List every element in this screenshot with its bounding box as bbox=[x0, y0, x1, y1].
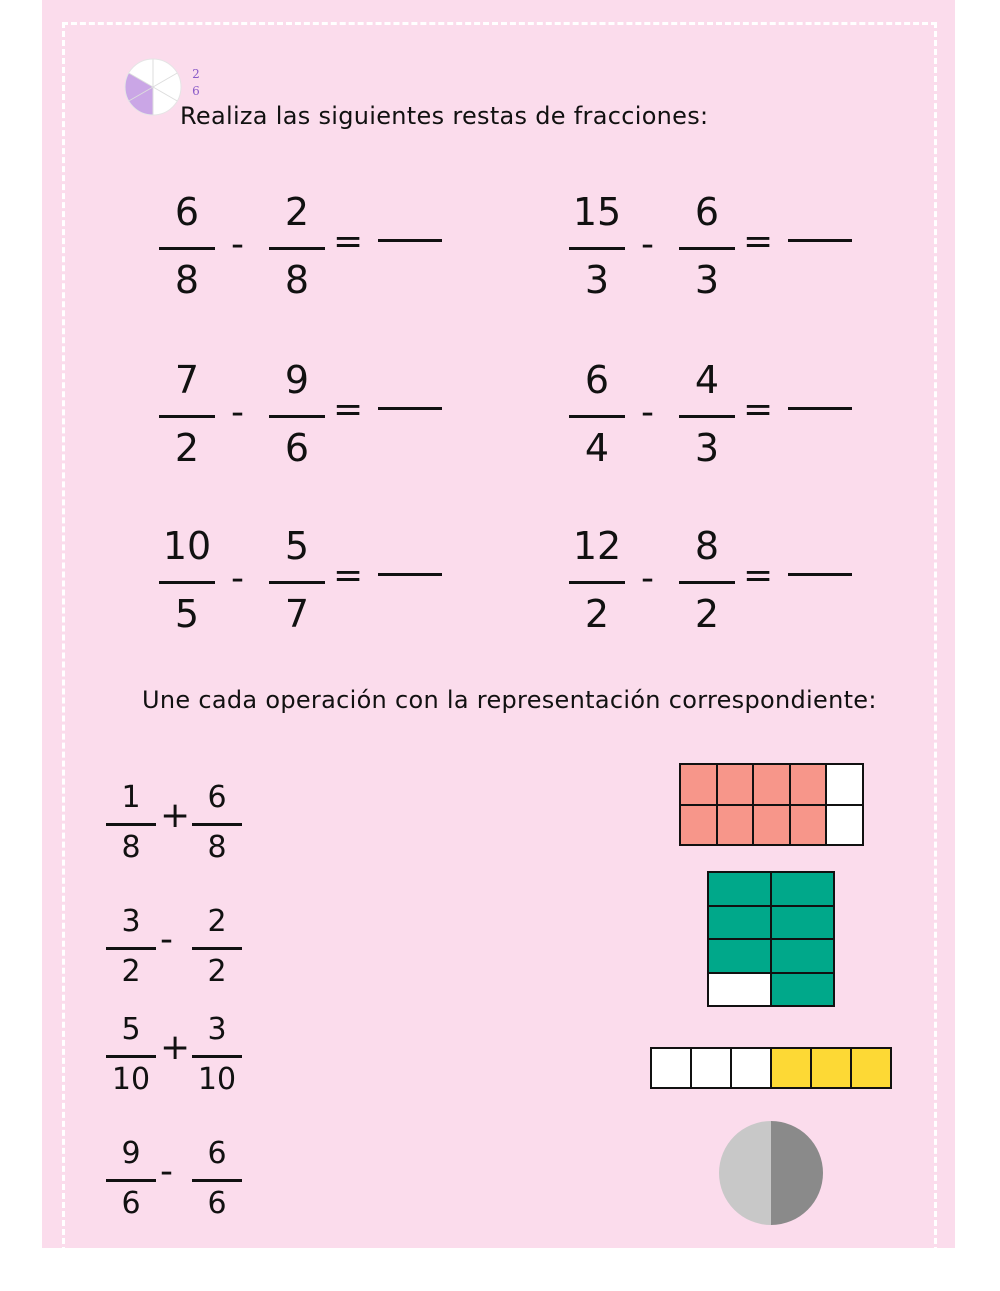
operation-item[interactable] bbox=[106, 1136, 246, 1266]
empty-half bbox=[719, 1121, 771, 1225]
fraction-bar bbox=[569, 247, 625, 250]
numerator: 8 bbox=[694, 524, 720, 568]
yellow-strip[interactable] bbox=[650, 1047, 892, 1089]
numerator: 5 bbox=[284, 524, 310, 568]
numerator: 9 bbox=[121, 1136, 141, 1171]
operation-item[interactable] bbox=[106, 1012, 246, 1142]
subtraction-exercise bbox=[569, 524, 869, 654]
fraction-bar bbox=[569, 581, 625, 584]
filled-cell bbox=[772, 873, 833, 905]
empty-cell bbox=[732, 1049, 770, 1087]
logo-denominator: 6 bbox=[192, 84, 200, 98]
answer-blank[interactable] bbox=[378, 407, 442, 410]
fraction-bar bbox=[569, 415, 625, 418]
fraction-bar bbox=[679, 415, 735, 418]
answer-blank[interactable] bbox=[788, 407, 852, 410]
equals-sign: = bbox=[743, 221, 774, 262]
equals-sign: = bbox=[743, 555, 774, 596]
answer-blank[interactable] bbox=[788, 239, 852, 242]
equals-sign: = bbox=[333, 555, 364, 596]
salmon-grid[interactable] bbox=[679, 763, 864, 846]
operation-item[interactable] bbox=[106, 780, 246, 910]
fraction-bar bbox=[679, 581, 735, 584]
equals-sign: = bbox=[743, 389, 774, 430]
minus-sign: - bbox=[160, 1151, 173, 1192]
filled-cell bbox=[754, 765, 789, 804]
subtraction-exercise bbox=[569, 190, 869, 320]
numerator: 6 bbox=[174, 190, 200, 234]
filled-cell bbox=[791, 765, 826, 804]
numerator: 6 bbox=[694, 190, 720, 234]
plus-sign: + bbox=[160, 1027, 191, 1068]
filled-cell bbox=[709, 907, 770, 939]
denominator: 7 bbox=[284, 592, 310, 636]
filled-cell bbox=[812, 1049, 850, 1087]
denominator: 8 bbox=[284, 258, 310, 302]
filled-cell bbox=[681, 765, 716, 804]
fraction-bar bbox=[159, 247, 215, 250]
empty-cell bbox=[652, 1049, 690, 1087]
numerator: 10 bbox=[162, 524, 212, 568]
denominator: 2 bbox=[584, 592, 610, 636]
denominator: 3 bbox=[694, 258, 720, 302]
fraction-bar bbox=[192, 1055, 242, 1058]
filled-half bbox=[771, 1121, 823, 1225]
fraction-bar bbox=[106, 1179, 156, 1182]
denominator: 2 bbox=[174, 426, 200, 470]
denominator: 2 bbox=[694, 592, 720, 636]
empty-cell bbox=[827, 806, 862, 845]
fraction-bar bbox=[192, 947, 242, 950]
plus-sign: + bbox=[160, 795, 191, 836]
numerator: 6 bbox=[207, 1136, 227, 1171]
filled-cell bbox=[852, 1049, 890, 1087]
fraction-bar bbox=[106, 1055, 156, 1058]
subtraction-exercise bbox=[159, 190, 459, 320]
filled-cell bbox=[754, 806, 789, 845]
denominator: 10 bbox=[197, 1062, 237, 1097]
denominator: 6 bbox=[207, 1186, 227, 1221]
minus-sign: - bbox=[231, 224, 244, 265]
section-title-matching: Une cada operación con la representación correspondiente: bbox=[142, 686, 877, 714]
filled-cell bbox=[709, 873, 770, 905]
denominator: 3 bbox=[584, 258, 610, 302]
filled-cell bbox=[772, 1049, 810, 1087]
numerator: 12 bbox=[572, 524, 622, 568]
numerator: 3 bbox=[121, 904, 141, 939]
denominator: 6 bbox=[121, 1186, 141, 1221]
numerator: 5 bbox=[121, 1012, 141, 1047]
numerator: 6 bbox=[584, 358, 610, 402]
numerator: 2 bbox=[207, 904, 227, 939]
denominator: 8 bbox=[121, 830, 141, 865]
subtraction-exercise bbox=[159, 358, 459, 488]
numerator: 1 bbox=[121, 780, 141, 815]
filled-cell bbox=[681, 806, 716, 845]
fraction-bar bbox=[192, 1179, 242, 1182]
gray-circle[interactable] bbox=[718, 1120, 824, 1226]
fraction-bar bbox=[269, 581, 325, 584]
denominator: 3 bbox=[694, 426, 720, 470]
minus-sign: - bbox=[641, 558, 654, 599]
denominator: 8 bbox=[207, 830, 227, 865]
filled-cell bbox=[718, 765, 753, 804]
fraction-bar bbox=[106, 823, 156, 826]
filled-cell bbox=[772, 940, 833, 972]
filled-cell bbox=[772, 907, 833, 939]
denominator: 8 bbox=[174, 258, 200, 302]
minus-sign: - bbox=[231, 392, 244, 433]
fraction-bar bbox=[269, 247, 325, 250]
denominator: 10 bbox=[111, 1062, 151, 1097]
fraction-bar bbox=[159, 581, 215, 584]
filled-cell bbox=[709, 940, 770, 972]
denominator: 4 bbox=[584, 426, 610, 470]
fraction-bar bbox=[159, 415, 215, 418]
logo-fraction bbox=[190, 66, 202, 100]
filled-cell bbox=[791, 806, 826, 845]
minus-sign: - bbox=[641, 392, 654, 433]
subtraction-exercise bbox=[569, 358, 869, 488]
denominator: 2 bbox=[121, 954, 141, 989]
subtraction-exercise bbox=[159, 524, 459, 654]
numerator: 6 bbox=[207, 780, 227, 815]
numerator: 4 bbox=[694, 358, 720, 402]
fraction-bar bbox=[679, 247, 735, 250]
answer-blank[interactable] bbox=[378, 573, 442, 576]
fraction-pie-icon bbox=[124, 58, 182, 116]
empty-cell bbox=[692, 1049, 730, 1087]
numerator: 2 bbox=[284, 190, 310, 234]
minus-sign: - bbox=[160, 919, 173, 960]
denominator: 2 bbox=[207, 954, 227, 989]
fraction-bar bbox=[269, 415, 325, 418]
empty-cell bbox=[827, 765, 862, 804]
answer-blank[interactable] bbox=[788, 573, 852, 576]
numerator: 7 bbox=[174, 358, 200, 402]
numerator: 15 bbox=[572, 190, 622, 234]
numerator: 3 bbox=[207, 1012, 227, 1047]
filled-cell bbox=[718, 806, 753, 845]
fraction-bar bbox=[192, 823, 242, 826]
answer-blank[interactable] bbox=[378, 239, 442, 242]
denominator: 5 bbox=[174, 592, 200, 636]
equals-sign: = bbox=[333, 389, 364, 430]
denominator: 6 bbox=[284, 426, 310, 470]
fraction-bar bbox=[106, 947, 156, 950]
numerator: 9 bbox=[284, 358, 310, 402]
filled-cell bbox=[772, 974, 833, 1006]
section-title-subtractions: Realiza las siguientes restas de fracciones: bbox=[180, 102, 709, 130]
empty-cell bbox=[709, 974, 770, 1006]
minus-sign: - bbox=[641, 224, 654, 265]
minus-sign: - bbox=[231, 558, 244, 599]
green-grid[interactable] bbox=[707, 871, 835, 1007]
logo-numerator: 2 bbox=[192, 67, 200, 81]
equals-sign: = bbox=[333, 221, 364, 262]
